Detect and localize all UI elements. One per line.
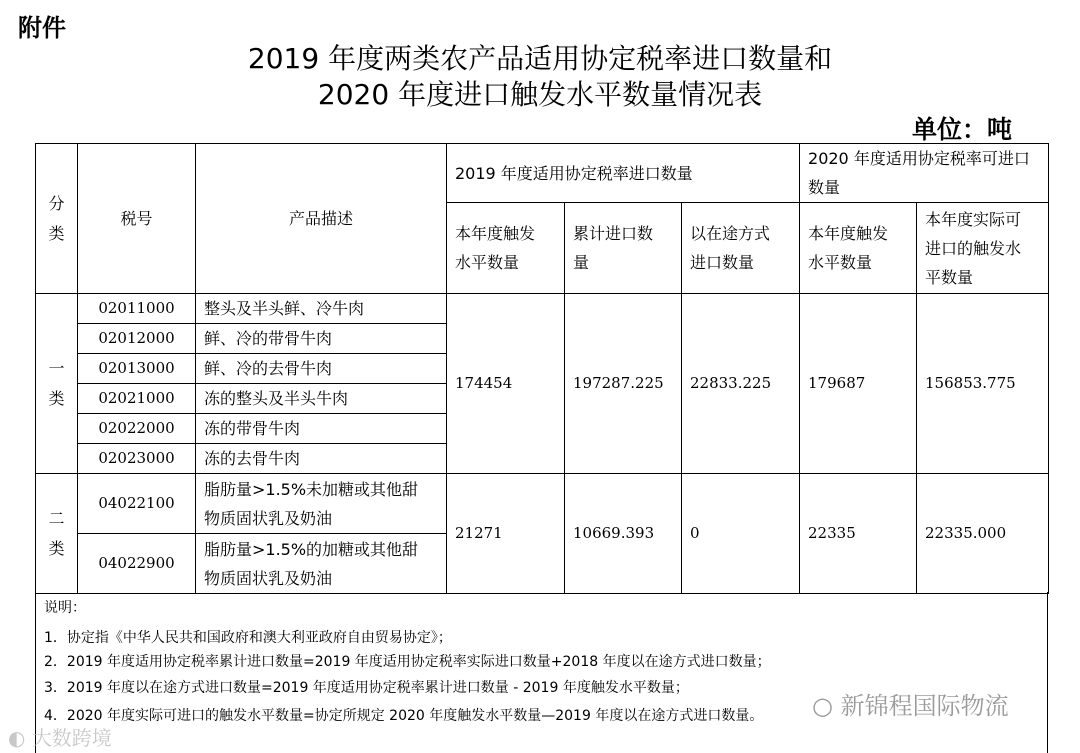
product-desc-cell: 脂肪量>1.5%的加糖或其他甜 物质固状乳及奶油 — [196, 534, 447, 594]
actual-2020-group1: 156853.775 — [917, 294, 1049, 474]
product-desc-cell: 鲜、冷的去骨牛肉 — [196, 354, 447, 384]
tariff-code-cell: 04022900 — [78, 534, 196, 594]
product-desc-cell: 脂肪量>1.5%未加糖或其他甜 物质固状乳及奶油 — [196, 474, 447, 534]
cumulative-group1: 197287.225 — [565, 294, 682, 474]
tariff-code-cell: 02021000 — [78, 384, 196, 414]
trigger-2019-group2: 21271 — [447, 474, 565, 594]
header-product-description: 产品描述 — [196, 144, 447, 294]
notes-section — [35, 592, 1048, 753]
trigger-2020-group2: 22335 — [800, 474, 917, 594]
product-desc-cell: 冻的整头及半头牛肉 — [196, 384, 447, 414]
category-group1: 一 类 — [36, 294, 78, 474]
note-item-1: 1．协定指《中华人民共和国政府和澳大利亚政府自由贸易协定》； — [44, 630, 452, 646]
header-actual-2020: 本年度实际可 进口的触发水 平数量 — [917, 203, 1049, 294]
transit-group1: 22833.225 — [682, 294, 800, 474]
tariff-code-cell: 02012000 — [78, 324, 196, 354]
note-item-4: 4．2020 年度实际可进口的触发水平数量=协定所规定 2020 年度触发水平数量—2019 年度以在途方式进口数量。 — [44, 708, 764, 724]
tariff-code-cell: 04022100 — [78, 474, 196, 534]
notes-heading: 说明： — [44, 600, 86, 616]
product-desc-cell: 整头及半头鲜、冷牛肉 — [196, 294, 447, 324]
logo-icon: ◐ — [8, 726, 26, 750]
header-trigger-2020: 本年度触发 水平数量 — [800, 203, 917, 294]
tariff-code-cell: 02013000 — [78, 354, 196, 384]
header-category: 分 类 — [36, 144, 78, 294]
unit-label: 单位：吨 — [912, 115, 1013, 144]
header-group-2019: 2019 年度适用协定税率进口数量 — [447, 144, 800, 203]
page-title-line2: 2020 年度进口触发水平数量情况表 — [317, 78, 763, 111]
product-desc-cell: 鲜、冷的带骨牛肉 — [196, 324, 447, 354]
header-row-1 — [36, 144, 1049, 203]
product-desc-cell: 冻的带骨牛肉 — [196, 414, 447, 444]
transit-group2: 0 — [682, 474, 800, 594]
attachment-label: 附件 — [18, 14, 66, 42]
quota-table — [35, 143, 1049, 594]
tariff-code-cell: 02011000 — [78, 294, 196, 324]
trigger-2019-group1: 174454 — [447, 294, 565, 474]
watermark-secondary: ◐ 大数跨境 — [8, 726, 112, 750]
header-group-2020: 2020 年度适用协定税率可进口 数量 — [800, 144, 1049, 203]
trigger-2020-group1: 179687 — [800, 294, 917, 474]
cumulative-group2: 10669.393 — [565, 474, 682, 594]
product-desc-cell: 冻的去骨牛肉 — [196, 444, 447, 474]
note-item-3: 3．2019 年度以在途方式进口数量=2019 年度适用协定税率累计进口数量 - 2019 年度触发水平数量； — [44, 680, 689, 696]
header-tariff-code: 税号 — [78, 144, 196, 294]
watermark-main: ○ 新锦程国际物流 — [812, 692, 1009, 720]
tariff-code-cell: 02022000 — [78, 414, 196, 444]
actual-2020-group2: 22335.000 — [917, 474, 1049, 594]
tariff-code-cell: 02023000 — [78, 444, 196, 474]
page-title-line1: 2019 年度两类农产品适用协定税率进口数量和 — [247, 42, 833, 75]
category-group2: 二 类 — [36, 474, 78, 594]
table-row — [36, 474, 1049, 534]
note-item-2: 2．2019 年度适用协定税率累计进口数量=2019 年度适用协定税率实际进口数量+2018 年度以在途方式进口数量； — [44, 654, 771, 670]
header-cumulative: 累计进口数 量 — [565, 203, 682, 294]
header-transit: 以在途方式 进口数量 — [682, 203, 800, 294]
wechat-icon: ○ — [812, 692, 833, 720]
table-row — [36, 294, 1049, 324]
header-trigger-2019: 本年度触发 水平数量 — [447, 203, 565, 294]
